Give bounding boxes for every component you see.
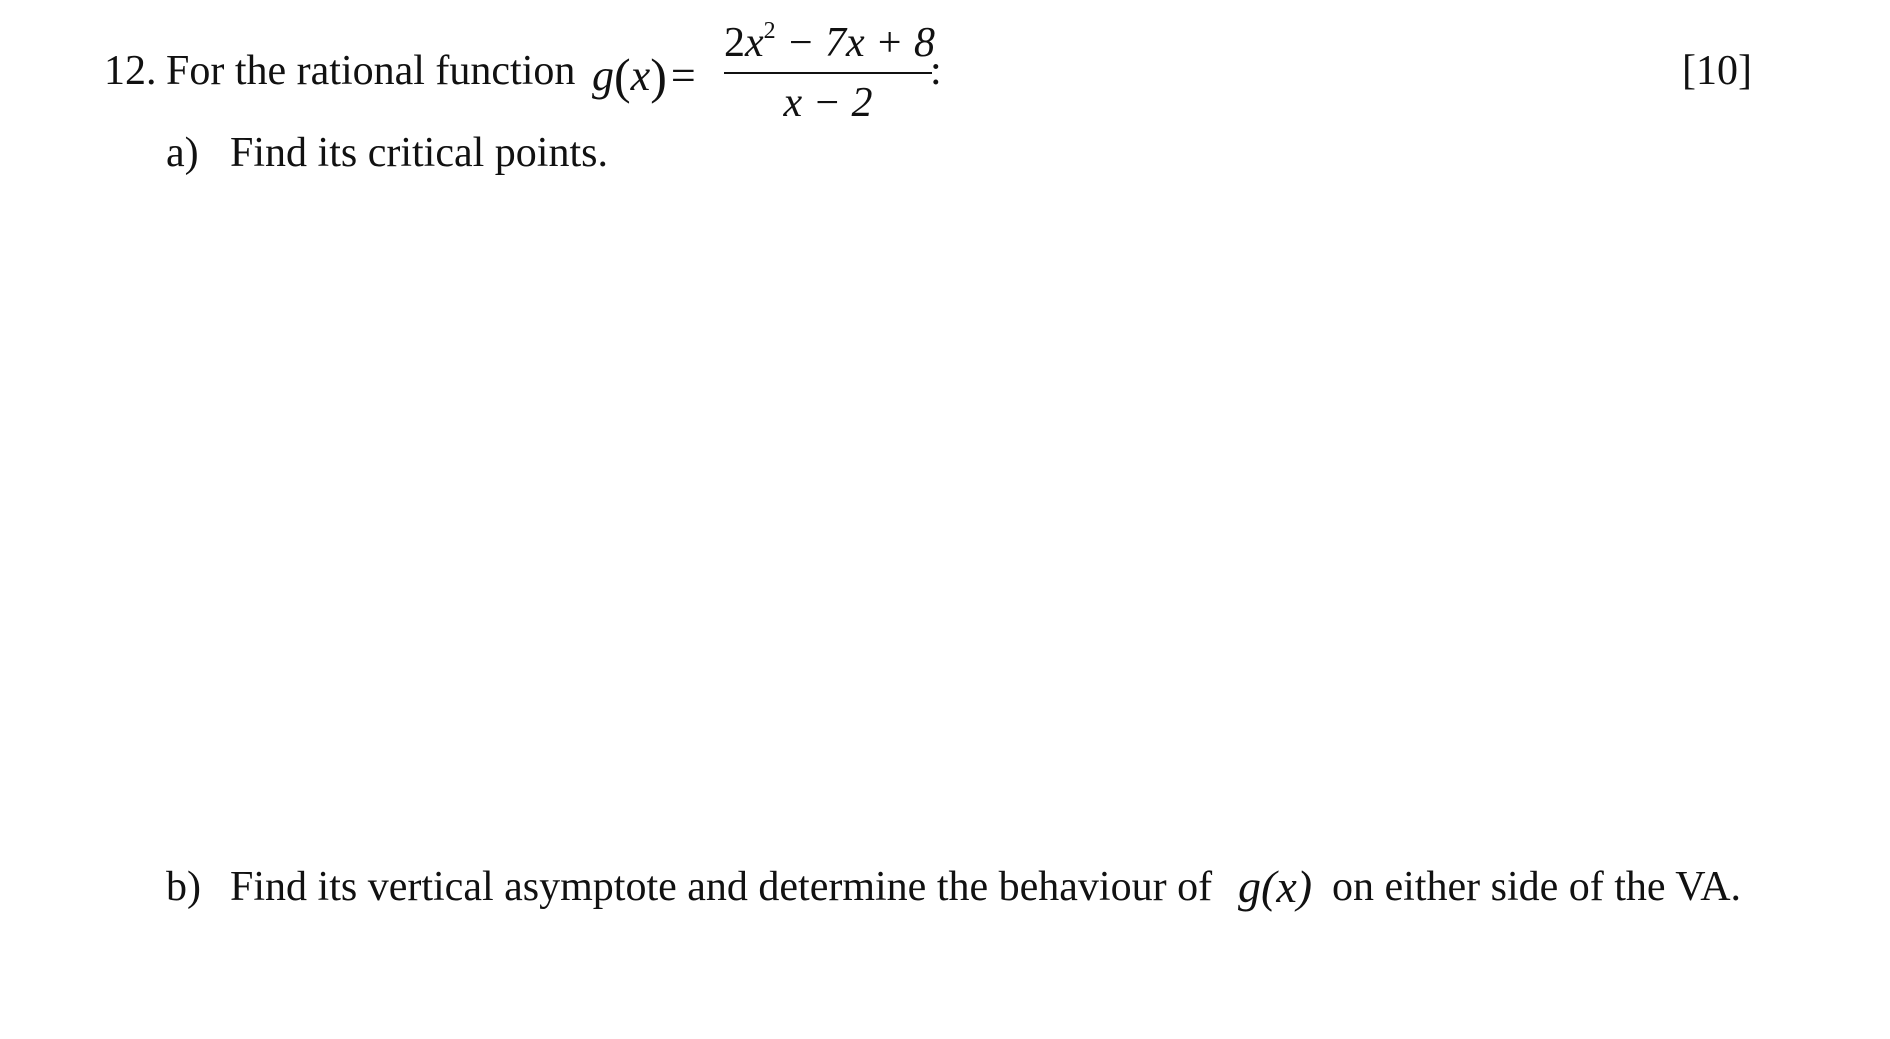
fraction-denominator: x − 2: [783, 80, 873, 126]
part-b-label: b): [166, 864, 201, 910]
function-fraction: [724, 18, 935, 126]
function-variable: x: [630, 51, 651, 100]
stem-colon: :: [930, 48, 942, 94]
numerator-exponent: 2: [763, 18, 776, 44]
part-a-text: Find its critical points.: [230, 130, 608, 176]
open-paren: (: [614, 48, 631, 104]
numerator-variable: x: [745, 20, 764, 66]
part-b-text-before: Find its vertical asymptote and determine the behaviour of: [230, 864, 1213, 910]
numerator-coefficient: 2: [724, 20, 745, 66]
close-paren: ): [650, 48, 667, 104]
part-a-label: a): [166, 130, 199, 176]
fraction-numerator: [724, 18, 935, 66]
question-number: 12.: [104, 48, 157, 94]
question-stem: For the rational function: [166, 48, 576, 94]
function-name: g: [592, 51, 614, 100]
equals-sign: =: [670, 51, 696, 100]
function-lhs: [592, 44, 700, 102]
part-b-inline-function: g(x): [1238, 861, 1313, 912]
marks-badge: [10]: [1682, 48, 1752, 94]
fraction-bar: [724, 72, 932, 74]
part-b-text-after: on either side of the VA.: [1332, 864, 1742, 910]
numerator-remainder: − 7x + 8: [775, 20, 935, 66]
